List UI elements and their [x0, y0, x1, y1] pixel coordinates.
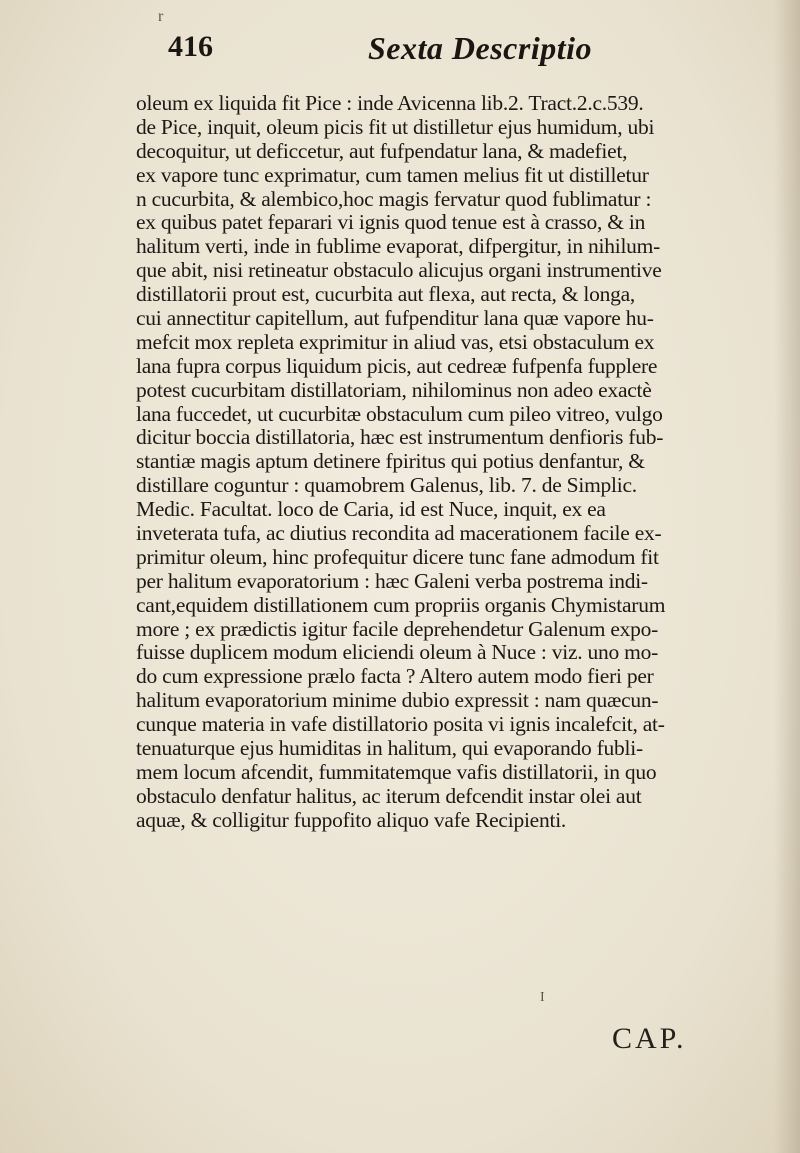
- page-header: [168, 28, 768, 80]
- text-line: potest cucurbitam distillatoriam, nihilominus non adeo exactè: [136, 377, 652, 402]
- stray-mark-top: r: [158, 8, 164, 25]
- running-head: Sexta Descriptio: [368, 30, 592, 66]
- text-line: tenuaturque ejus humiditas in halitum, qui evaporando fubli-: [136, 736, 643, 761]
- body-text: [136, 92, 800, 833]
- text-line: n cucurbita, & alembico,hoc magis fervatur quod fublimatur :: [136, 186, 652, 211]
- text-line: dicitur boccia distillatoria, hæc est instrumentum denfioris fub-: [136, 425, 664, 450]
- text-line: stantiæ magis aptum detinere fpiritus qui potius denfantur, &: [136, 449, 645, 474]
- text-line: primitur oleum, hinc profequitur dicere tunc fane admodum fit: [136, 544, 659, 569]
- text-line: oleum ex liquida fit Pice : inde Avicenna lib.2. Tract.2.c.539.: [136, 91, 644, 115]
- text-line: per halitum evaporatorium : hæc Galeni verba postrema indi-: [136, 568, 648, 593]
- text-line: mefcit mox repleta exprimitur in aliud vas, etsi obstaculum ex: [136, 329, 655, 354]
- text-line: Medic. Facultat. loco de Caria, id est Nuce, inquit, ex ea: [136, 497, 606, 522]
- catchword: CAP.: [612, 1022, 687, 1055]
- text-line: cui annectitur capitellum, aut fufpenditur lana quæ vapore hu-: [136, 306, 654, 331]
- text-line: decoquitur, ut deficcetur, aut fufpendatur lana, & madefiet,: [136, 138, 628, 163]
- text-line: more ; ex prædictis igitur facile deprehendetur Galenum expo-: [136, 616, 659, 641]
- page-number: 416: [168, 30, 213, 63]
- text-line: de Pice, inquit, oleum picis fit ut distilletur ejus humidum, ubi: [136, 114, 655, 139]
- text-line: ex quibus patet feparari vi ignis quod tenue est à crasso, & in: [136, 210, 646, 235]
- text-line: cant,equidem distillationem cum propriis organis Chymistarum: [136, 592, 666, 617]
- text-line: lana fuccedet, ut cucurbitæ obstaculum cum pileo vitreo, vulgo: [136, 401, 663, 426]
- text-line: lana fupra corpus liquidum picis, aut cedreæ fufpenfa fupplere: [136, 353, 658, 378]
- text-line: halitum verti, inde in fublime evaporat, difpergitur, in nihilum-: [136, 234, 661, 259]
- text-line: ex vapore tunc exprimatur, cum tamen melius fit ut distilletur: [136, 162, 649, 187]
- text-line: do cum expressione prælo facta ? Altero autem modo fieri per: [136, 664, 654, 689]
- text-line: fuisse duplicem modum eliciendi oleum à Nuce : viz. uno mo-: [136, 640, 659, 665]
- text-line: que abit, nisi retineatur obstaculo alicujus organi instrumentive: [136, 258, 662, 283]
- text-line: distillatorii prout est, cucurbita aut flexa, aut recta, & longa,: [136, 282, 635, 307]
- text-line: mem locum afcendit, fummitatemque vafis distillatorii, in quo: [136, 759, 657, 784]
- text-line: cunque materia in vafe distillatorio posita vi ignis incalefcit, at-: [136, 712, 665, 737]
- stray-mark-bottom: I: [540, 990, 545, 1005]
- text-line: obstaculo denfatur halitus, ac iterum defcendit instar olei aut: [136, 783, 642, 808]
- text-line: inveterata tufa, ac diutius recondita ad macerationem facile ex-: [136, 521, 662, 546]
- text-line: halitum evaporatorium minime dubio expressit : nam quæcun-: [136, 688, 659, 713]
- text-line: distillare coguntur : quamobrem Galenus, lib. 7. de Simplic.: [136, 473, 637, 498]
- text-line: aquæ, & colligitur fuppofito aliquo vafe Recipienti.: [136, 807, 567, 832]
